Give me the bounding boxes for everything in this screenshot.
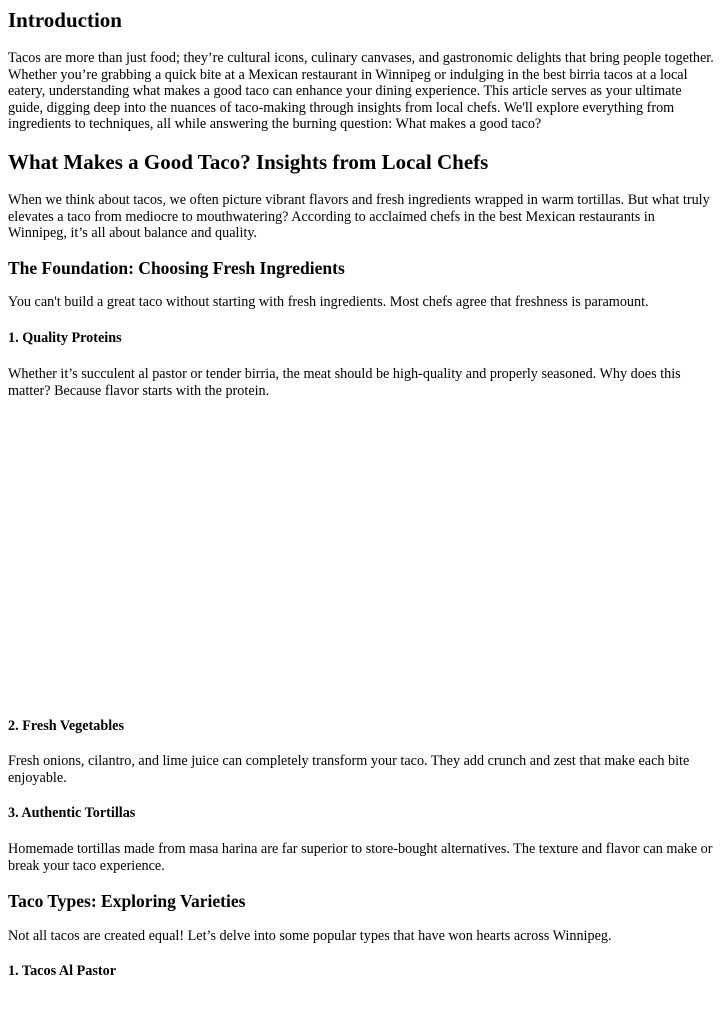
tortillas-paragraph: Homemade tortillas made from masa harina are far superior to store-bought alternatives. The texture and flavor can make or break your taco experience. (8, 841, 713, 874)
foundation-paragraph: You can't build a great taco without starting with fresh ingredients. Most chefs agree that freshness is paramount. (8, 294, 649, 310)
image-placeholder (8, 410, 712, 710)
vegetables-heading: 2. Fresh Vegetables (8, 718, 124, 734)
proteins-paragraph: Whether it’s succulent al pastor or tender birria, the meat should be high-quality and properly seasoned. Why does this matter? Because flavor starts with the protein. (8, 366, 681, 399)
good-taco-heading: What Makes a Good Taco? Insights from Local Chefs (8, 150, 489, 174)
foundation-heading: The Foundation: Choosing Fresh Ingredients (8, 258, 345, 278)
tortillas-heading: 3. Authentic Tortillas (8, 805, 136, 821)
intro-heading: Introduction (8, 8, 122, 32)
good-taco-paragraph: When we think about tacos, we often picture vibrant flavors and fresh ingredients wrapped in warm tortillas. But what truly elevates a taco from mediocre to mouthwatering? According to acclaimed chefs in the best Mexican restaurants in Winnipeg, it’s all about balance and quality. (8, 192, 710, 241)
intro-paragraph: Tacos are more than just food; they’re cultural icons, culinary canvases, and gastronomic delights that bring people together. Whether you’re grabbing a quick bite at a Mexican restaurant in Winnipeg or indulging in the best birria tacos at a local eatery, understanding what makes a good taco can enhance your dining experience. This article serves as your ultimate guide, digging deep into the nuances of taco-making through insights from local chefs. We'll explore everything from ingredients to techniques, all while answering the burning question: What makes a good taco? (8, 50, 714, 132)
proteins-heading: 1. Quality Proteins (8, 330, 122, 346)
types-heading: Taco Types: Exploring Varieties (8, 891, 246, 911)
types-paragraph: Not all tacos are created equal! Let’s delve into some popular types that have won hearts across Winnipeg. (8, 928, 612, 944)
pastor-heading: 1. Tacos Al Pastor (8, 963, 116, 979)
vegetables-paragraph: Fresh onions, cilantro, and lime juice can completely transform your taco. They add crunch and zest that make each bite enjoyable. (8, 753, 690, 786)
